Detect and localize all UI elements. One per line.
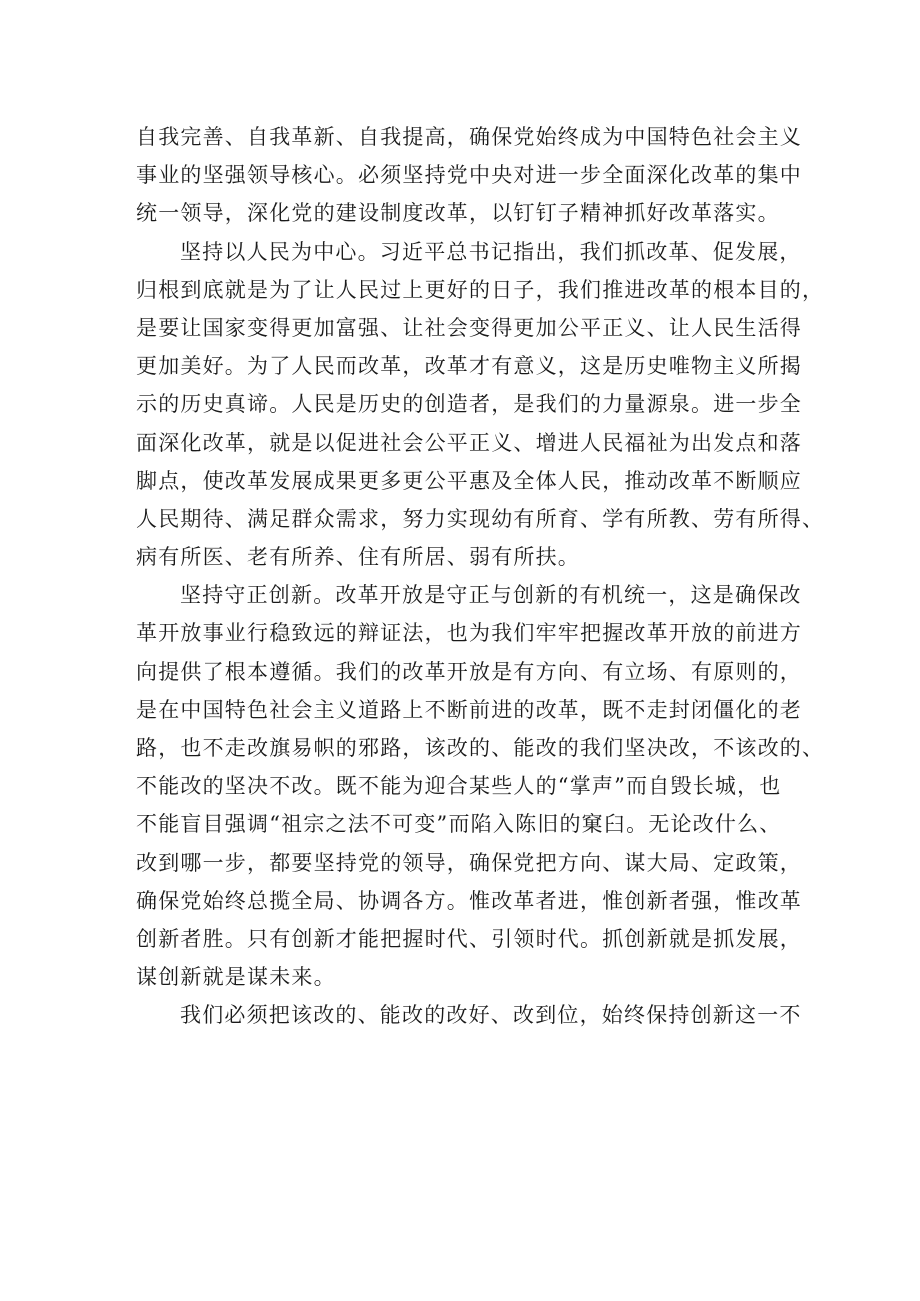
document-body (136, 118, 825, 1035)
text-line: 归根到底就是为了让人民过上更好的日子，我们推进改革的根本目的， (136, 277, 825, 302)
paragraph-start-line: 坚持以人民为中心。习近平总书记指出，我们抓改革、促发展， (180, 239, 802, 264)
text-line: 革开放事业行稳致远的辩证法，也为我们牢牢把握改革开放的前进方 (136, 621, 802, 646)
text-line: 统一领导，深化党的建设制度改革，以钉钉子精神抓好改革落实。 (136, 201, 780, 226)
text-line: 不能盲目强调“祖宗之法不可变”而陷入陈旧的窠臼。无论改什么、 (136, 812, 782, 837)
paragraph-start-line: 坚持守正创新。改革开放是守正与创新的有机统一，这是确保改 (180, 583, 802, 608)
text-line: 示的历史真谛。人民是历史的创造者，是我们的力量源泉。进一步全 (136, 392, 802, 417)
text-line: 自我完善、自我革新、自我提高，确保党始终成为中国特色社会主义 (136, 125, 802, 149)
text-line: 路，也不走改旗易帜的邪路，该改的、能改的我们坚决改，不该改的、 (136, 736, 825, 760)
text-line: 更加美好。为了人民而改革，改革才有意义，这是历史唯物主义所揭 (136, 354, 802, 379)
text-line: 是要让国家变得更加富强、让社会变得更加公平正义、让人民生活得 (136, 315, 802, 340)
text-line: 创新者胜。只有创新才能把握时代、引领时代。抓创新就是抓发展， (136, 926, 802, 951)
text-line: 是在中国特色社会主义道路上不断前进的改革，既不走封闭僵化的老 (136, 697, 802, 722)
text-line: 向提供了根本遵循。我们的改革开放是有方向、有立场、有原则的， (136, 659, 802, 684)
text-line: 面深化改革，就是以促进社会公平正义、增进人民福祉为出发点和落 (136, 430, 802, 455)
text-line: 谋创新就是谋未来。 (136, 965, 336, 990)
text-line: 不能改的坚决不改。既不能为迎合某些人的“掌声”而自毁长城，也 (136, 774, 782, 799)
text-line: 病有所医、老有所养、住有所居、弱有所扶。 (136, 545, 580, 570)
text-line: 人民期待、满足群众需求，努力实现幼有所育、学有所教、劳有所得、 (136, 506, 825, 531)
text-line: 改到哪一步，都要坚持党的领导，确保党把方向、谋大局、定政策， (136, 850, 802, 875)
text-line: 脚点，使改革发展成果更多更公平惠及全体人民，推动改革不断顺应 (136, 468, 802, 493)
text-line: 确保党始终总揽全局、协调各方。惟改革者进，惟创新者强，惟改革 (136, 888, 802, 913)
text-line: 事业的坚强领导核心。必须坚持党中央对进一步全面深化改革的集中 (136, 163, 802, 188)
paragraph-start-line: 我们必须把该改的、能改的改好、改到位，始终保持创新这一不 (180, 1003, 802, 1028)
